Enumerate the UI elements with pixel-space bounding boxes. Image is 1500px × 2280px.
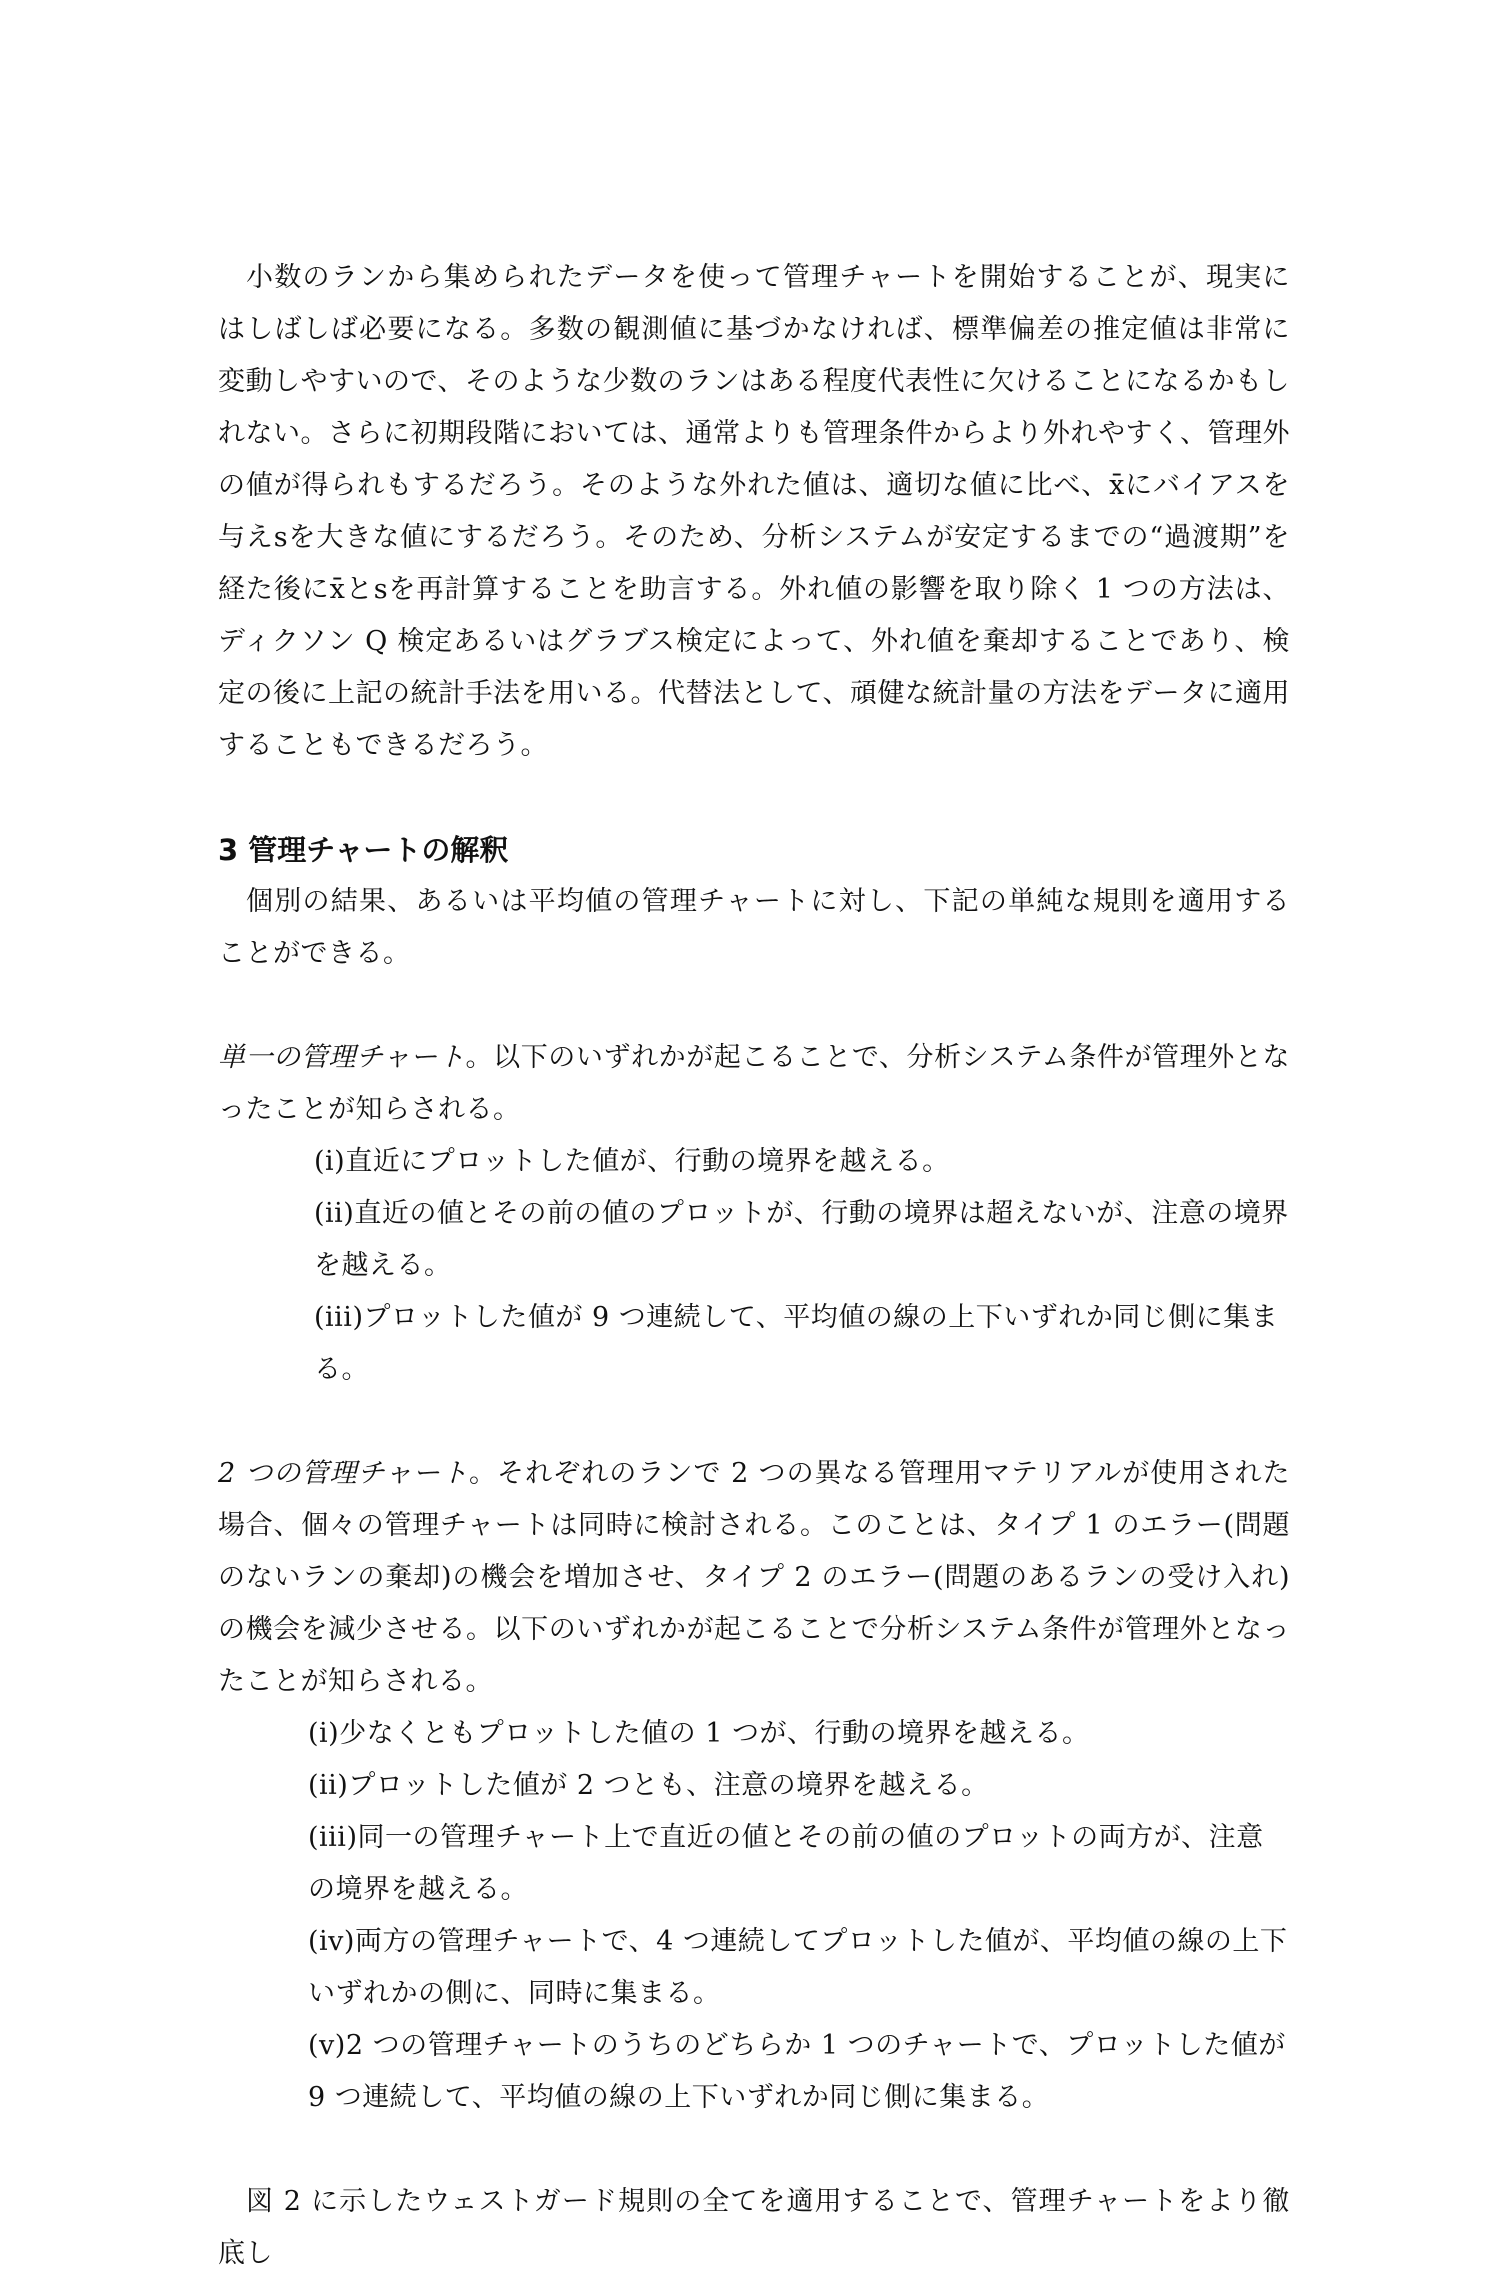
text-column xyxy=(218,252,1290,2280)
section-intro: 個別の結果、あるいは平均値の管理チャートに対し、下記の単純な規則を適用することができる。 xyxy=(218,886,1290,969)
single-chart-rule: (ii)直近の値とその前の値のプロットが、行動の境界は超えないが、注意の境界を越える。 xyxy=(314,1198,1289,1281)
two-charts-text: 。それぞれのランで 2 つの異なる管理用マテリアルが使用された場合、個々の管理チャートは同時に検討される。このことは、タイプ 1 のエラー(問題のないランの棄却)の機会を増加させ、タイプ 2 のエラー(問題のあるランの受け入れ)の機会を減少させる。以下のいずれかが起こることで分析システム条件が管理外となったことが知らされる。 xyxy=(218,1458,1291,1697)
two-charts-rule: (v)2 つの管理チャートのうちのどちらか 1 つのチャートで、プロットした値が 9 つ連続して、平均値の線の上下いずれか同じ側に集まる。 xyxy=(308,2030,1286,2113)
two-charts-label: 2 つの管理チャート xyxy=(218,1458,469,1489)
section-heading: 3 管理チャートの解釈 xyxy=(218,833,509,867)
two-charts-rule: (iv)両方の管理チャートで、4 つ連続してプロットした値が、平均値の線の上下いずれかの側に、同時に集まる。 xyxy=(308,1926,1288,2009)
intro-paragraph: 小数のランから集められたデータを使って管理チャートを開始することが、現実にはしばしば必要になる。多数の観測値に基づかなければ、標準偏差の推定値は非常に変動しやすいので、そのような少数のランはある程度代表性に欠けることになるかもしれない。さらに初期段階においては、通常よりも管理条件からより外れやすく、管理外の値が得られもするだろう。そのような外れた値は、適切な値に比べ、x̄にバイアスを与えsを大きな値にするだろう。そのため、分析システムが安定するまでの“過渡期”を経た後にx̄とsを再計算することを助言する。外れ値の影響を取り除く 1 つの方法は、ディクソン Q 検定あるいはグラブス検定によって、外れ値を棄却することであり、検定の後に上記の統計手法を用いる。代替法として、頑健な統計量の方法をデータに適用することもできるだろう。 xyxy=(218,262,1290,761)
two-charts-rule: (i)少なくともプロットした値の 1 つが、行動の境界を越える。 xyxy=(308,1718,1090,1749)
two-charts-rule: (iii)同一の管理チャート上で直近の値とその前の値のプロットの両方が、注意の境界を越える。 xyxy=(308,1822,1264,1905)
two-charts-rule: (ii)プロットした値が 2 つとも、注意の境界を越える。 xyxy=(308,1770,989,1801)
spacer xyxy=(218,980,1290,1032)
spacer xyxy=(218,2124,1290,2176)
single-chart-paragraph xyxy=(218,1032,1290,1136)
single-chart-text: 。以下のいずれかが起こることで、分析システム条件が管理外となったことが知らされる。 xyxy=(218,1042,1290,1125)
spacer xyxy=(218,1396,1290,1448)
spacer xyxy=(218,772,1290,824)
two-charts-paragraph xyxy=(218,1448,1290,1708)
single-chart-rule: (i)直近にプロットした値が、行動の境界を越える。 xyxy=(314,1146,950,1177)
closing-line: 図 2 に示したウェストガード規則の全てを適用することで、管理チャートをより徹底し xyxy=(218,2186,1290,2269)
single-chart-label: 単一の管理チャート xyxy=(218,1042,466,1073)
single-chart-rule: (iii)プロットした値が 9 つ連続して、平均値の線の上下いずれか同じ側に集まる。 xyxy=(314,1302,1279,1385)
